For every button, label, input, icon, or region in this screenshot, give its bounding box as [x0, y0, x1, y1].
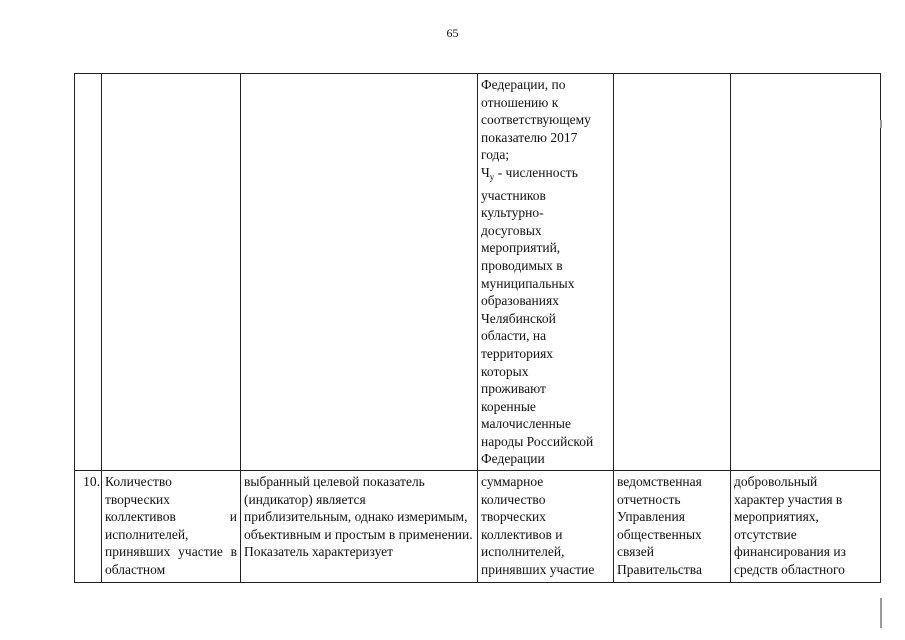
indicator-name-text: Количество творческих коллективов и исполнителей, принявших участие в областном	[105, 474, 237, 578]
row-number: 10.	[83, 474, 100, 490]
calculation-text	[481, 76, 610, 468]
indicator-name-cell	[102, 471, 241, 583]
symbol-subscript: у	[489, 171, 495, 182]
risks-text: добровольный характер участия в мероприятиях, отсутствие финансирования из средств областного	[734, 474, 846, 578]
table-row-10	[75, 471, 881, 583]
justification-text: выбранный целевой показатель (индикатор) является приблизительным, однако измеримым, объективным и простым в применении. Показатель характеризует	[244, 474, 473, 560]
calculation-text-part-2: - численность участников культурно- досуговых мероприятий, проводимых в муниципальных образованиях Челябинской области, на территориях которых проживают коренные малочисленные народы Российской Федерации	[481, 164, 594, 467]
calculation-text-row-10: суммарное количество творческих коллективов и исполнителей, принявших участие	[481, 474, 595, 578]
data-source-cell	[614, 471, 731, 583]
scan-edge-mark	[880, 598, 882, 628]
row-number-cell-empty	[75, 74, 102, 471]
symbol-ch: Ч	[481, 164, 490, 180]
calculation-cell-row-10	[478, 471, 614, 583]
row-number-cell	[75, 471, 102, 583]
data-source-text: ведомственная отчетность Управления общественных связей Правительства	[617, 474, 702, 578]
risks-cell-empty	[731, 74, 881, 471]
calculation-text-part-1: Федерации, по отношению к соответствующему показателю 2017 года;	[481, 77, 591, 163]
indicators-table	[74, 73, 881, 583]
calculation-cell	[478, 74, 614, 471]
data-source-cell-empty	[614, 74, 731, 471]
indicator-name-cell-empty	[102, 74, 241, 471]
table-row-continued	[75, 74, 881, 471]
page-number: 65	[446, 26, 459, 40]
justification-cell	[241, 471, 478, 583]
scan-edge-mark	[880, 120, 882, 128]
justification-cell-empty	[241, 74, 478, 471]
risks-cell	[731, 471, 881, 583]
